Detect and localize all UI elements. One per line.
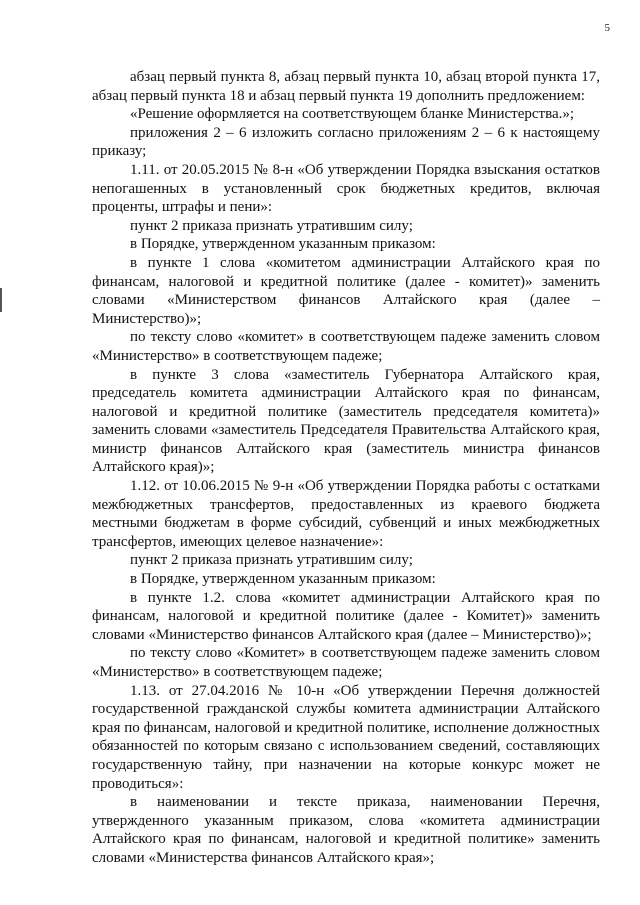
- paragraph: по тексту слово «комитет» в соответствующем падеже заменить словом «Министерство» в соответствующем падеже;: [92, 329, 600, 364]
- paragraph: по тексту слово «Комитет» в соответствующем падеже заменить словом «Министерство» в соответствующем падеже;: [92, 645, 600, 680]
- document-body: [92, 68, 600, 868]
- paragraph: пункт 2 приказа признать утратившим силу;: [130, 552, 413, 569]
- paragraph: 1.12. от 10.06.2015 № 9-н «Об утверждении Порядка работы с остатками межбюджетных трансфертов, предоставленных из краевого бюджета местными бюджетам в форме субсидий, субвенций и иных межбюджетных трансфертов, имеющих целевое назначение»:: [92, 478, 600, 550]
- paragraph: «Решение оформляется на соответствующем бланке Министерства.»;: [130, 106, 575, 123]
- paragraph: в пункте 3 слова «заместитель Губернатора Алтайского края, председатель комитета администрации Алтайского края по финансам, налоговой и кредитной политике (заместитель председателя комитета)» заменить словами «заместитель Председателя Правительства Алтайского края, министр финансов Алтайского края (заместитель министра финансов Алтайского края)»;: [92, 366, 600, 476]
- paragraph: 1.13. от 27.04.2016 № 10-н «Об утверждении Перечня должностей государственной гражданской службы комитета администрации Алтайского края по финансам, налоговой и кредитной политике, исполнение должностных обязанностей по которым связано с использованием сведений, составляющих государственную тайну, при назначении на которые конкурс может не проводиться»:: [92, 682, 600, 792]
- scan-edge-mark: [0, 288, 2, 312]
- paragraph: 1.11. от 20.05.2015 № 8-н «Об утверждении Порядка взыскания остатков непогашенных в установленный срок бюджетных кредитов, включая проценты, штрафы и пени»:: [92, 161, 600, 216]
- paragraph: приложения 2 – 6 изложить согласно приложениям 2 – 6 к настоящему приказу;: [92, 124, 600, 160]
- paragraph: в наименовании и тексте приказа, наименовании Перечня, утвержденного указанным приказом, слова «комитета администрации Алтайского края по финансам, налоговой и кредитной политике» заменить словами «Министерства финансов Алтайского края»;: [92, 794, 600, 866]
- paragraph: в Порядке, утвержденном указанным приказом:: [130, 236, 436, 253]
- paragraph: в пункте 1.2. слова «комитет администрации Алтайского края по финансам, налоговой и кредитной политике (далее - Комитет)» заменить словами «Министерство финансов Алтайского края (далее – Министерство)»;: [92, 589, 600, 643]
- paragraph: абзац первый пункта 8, абзац первый пункта 10, абзац второй пункта 17, абзац первый пункта 18 и абзац первый пункта 19 дополнить предложением:: [92, 69, 600, 104]
- paragraph: пункт 2 приказа признать утратившим силу;: [130, 217, 413, 234]
- paragraph: в пункте 1 слова «комитетом администрации Алтайского края по финансам, налоговой и кредитной политике (далее - комитет)» заменить словами «Министерством финансов Алтайского края (далее – Министерство)»;: [92, 254, 600, 327]
- paragraph: в Порядке, утвержденном указанным приказом:: [130, 571, 436, 588]
- page-number: 5: [604, 22, 610, 34]
